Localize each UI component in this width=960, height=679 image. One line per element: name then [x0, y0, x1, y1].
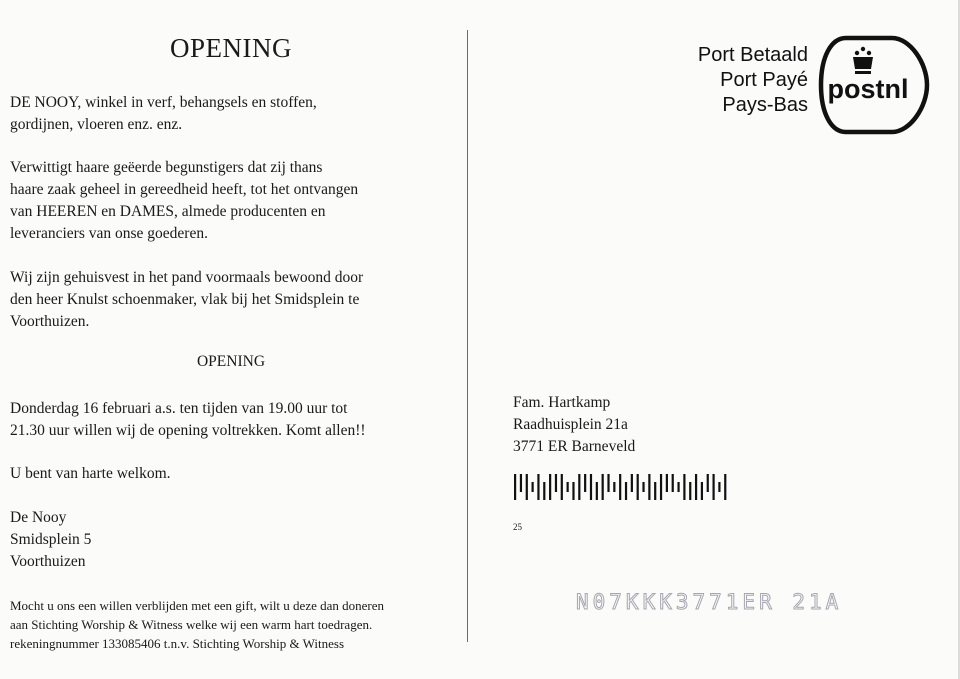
barcode-bar: [724, 474, 726, 500]
crown-icon: [853, 47, 873, 74]
signature-block: [10, 507, 450, 573]
recipient-name: Fam. Hartkamp: [513, 394, 611, 411]
barcode-bar: [578, 474, 580, 500]
postnl-logo: [818, 35, 930, 135]
barcode-bar: [683, 474, 685, 500]
barcode-bar: [514, 474, 516, 500]
barcode-bar: [549, 474, 551, 500]
recipient-address: [513, 392, 635, 458]
barcode-bar: [689, 482, 691, 500]
barcode-bar: [613, 482, 615, 492]
barcode-bar: [561, 474, 563, 500]
barcode-bar: [654, 482, 656, 500]
signature-line: Smidsplein 5: [10, 531, 92, 548]
gift-note-line: aan Stichting Worship & Witness welke wij een warm hart toedragen.: [10, 617, 373, 632]
barcode-bar: [532, 482, 534, 492]
postal-barcode: [513, 474, 729, 500]
postnl-wordmark: postnl: [827, 74, 909, 104]
location-line: den heer Knulst schoenmaker, vlak bij het Smidsplein te: [10, 291, 360, 308]
small-number: 25: [513, 522, 522, 532]
announcement-line: Verwittigt haare geëerde begunstigers dat zij thans: [10, 159, 323, 176]
intro-paragraph: [10, 92, 450, 136]
gift-note: [10, 596, 450, 653]
barcode-bar: [520, 474, 522, 492]
barcode-bar: [572, 482, 574, 500]
sorting-code: N07KKK3771ER 21A: [576, 590, 843, 614]
barcode-bar: [543, 482, 545, 500]
barcode-bar: [648, 474, 650, 500]
barcode-bar: [526, 474, 528, 500]
event-line: Donderdag 16 februari a.s. ten tijden van 19.00 uur tot: [10, 400, 348, 417]
postage-line: Pays-Bas: [722, 94, 808, 116]
announcement-line: leveranciers van onse goederen.: [10, 225, 208, 242]
barcode-bar: [677, 482, 679, 492]
barcode-bar: [642, 482, 644, 492]
barcode-bar: [596, 482, 598, 500]
recipient-city: 3771 ER Barneveld: [513, 438, 636, 455]
signature-line: De Nooy: [10, 509, 67, 526]
barcode-bar: [602, 474, 604, 500]
barcode-bar: [712, 474, 714, 500]
center-divider: [467, 30, 468, 642]
barcode-bar: [631, 474, 633, 492]
barcode-bar: [695, 474, 697, 500]
barcode-bar: [718, 482, 720, 492]
opening-subtitle: OPENING: [196, 353, 266, 370]
barcode-bar: [625, 482, 627, 500]
location-line: Wij zijn gehuisvest in het pand voormaals bewoond door: [10, 269, 364, 286]
barcode-bar: [619, 474, 621, 500]
welcome-line: U bent van harte welkom.: [10, 465, 171, 482]
location-paragraph: [10, 267, 450, 333]
barcode-bar: [607, 474, 609, 492]
event-paragraph: [10, 398, 450, 442]
barcode-bar: [707, 474, 709, 492]
recipient-street: Raadhuisplein 21a: [513, 416, 628, 433]
barcode-bar: [537, 474, 539, 500]
intro-line: gordijnen, vloeren enz. enz.: [10, 116, 183, 133]
opening-title: OPENING: [170, 33, 292, 63]
barcode-bar: [672, 474, 674, 492]
signature-line: Voorthuizen: [10, 553, 86, 570]
location-line: Voorthuizen.: [10, 313, 90, 330]
announcement-line: van HEEREN en DAMES, almede producenten en: [10, 203, 326, 220]
barcode-bar: [555, 474, 557, 492]
barcode-bar: [701, 482, 703, 500]
barcode-bar: [666, 474, 668, 492]
event-line: 21.30 uur willen wij de opening voltrekken. Komt allen!!: [10, 422, 366, 439]
announcement-paragraph: [10, 157, 450, 245]
intro-line: DE NOOY, winkel in verf, behangsels en stoffen,: [10, 94, 317, 111]
postage-paid-text: [698, 43, 808, 118]
welcome-text: [10, 463, 450, 485]
barcode-bar: [567, 482, 569, 492]
gift-note-line: Mocht u ons een willen verblijden met een gift, wilt u deze dan doneren: [10, 598, 384, 613]
barcode-bar: [660, 474, 662, 500]
postage-line: Port Payé: [720, 69, 808, 91]
barcode-bar: [584, 474, 586, 492]
postage-line: Port Betaald: [697, 44, 808, 66]
barcode-bar: [637, 474, 639, 500]
gift-note-line: rekeningnummer 133085406 t.n.v. Stichting Worship & Witness: [10, 636, 345, 651]
announcement-line: haare zaak geheel in gereedheid heeft, tot het ontvangen: [10, 181, 359, 198]
barcode-bar: [590, 474, 592, 500]
